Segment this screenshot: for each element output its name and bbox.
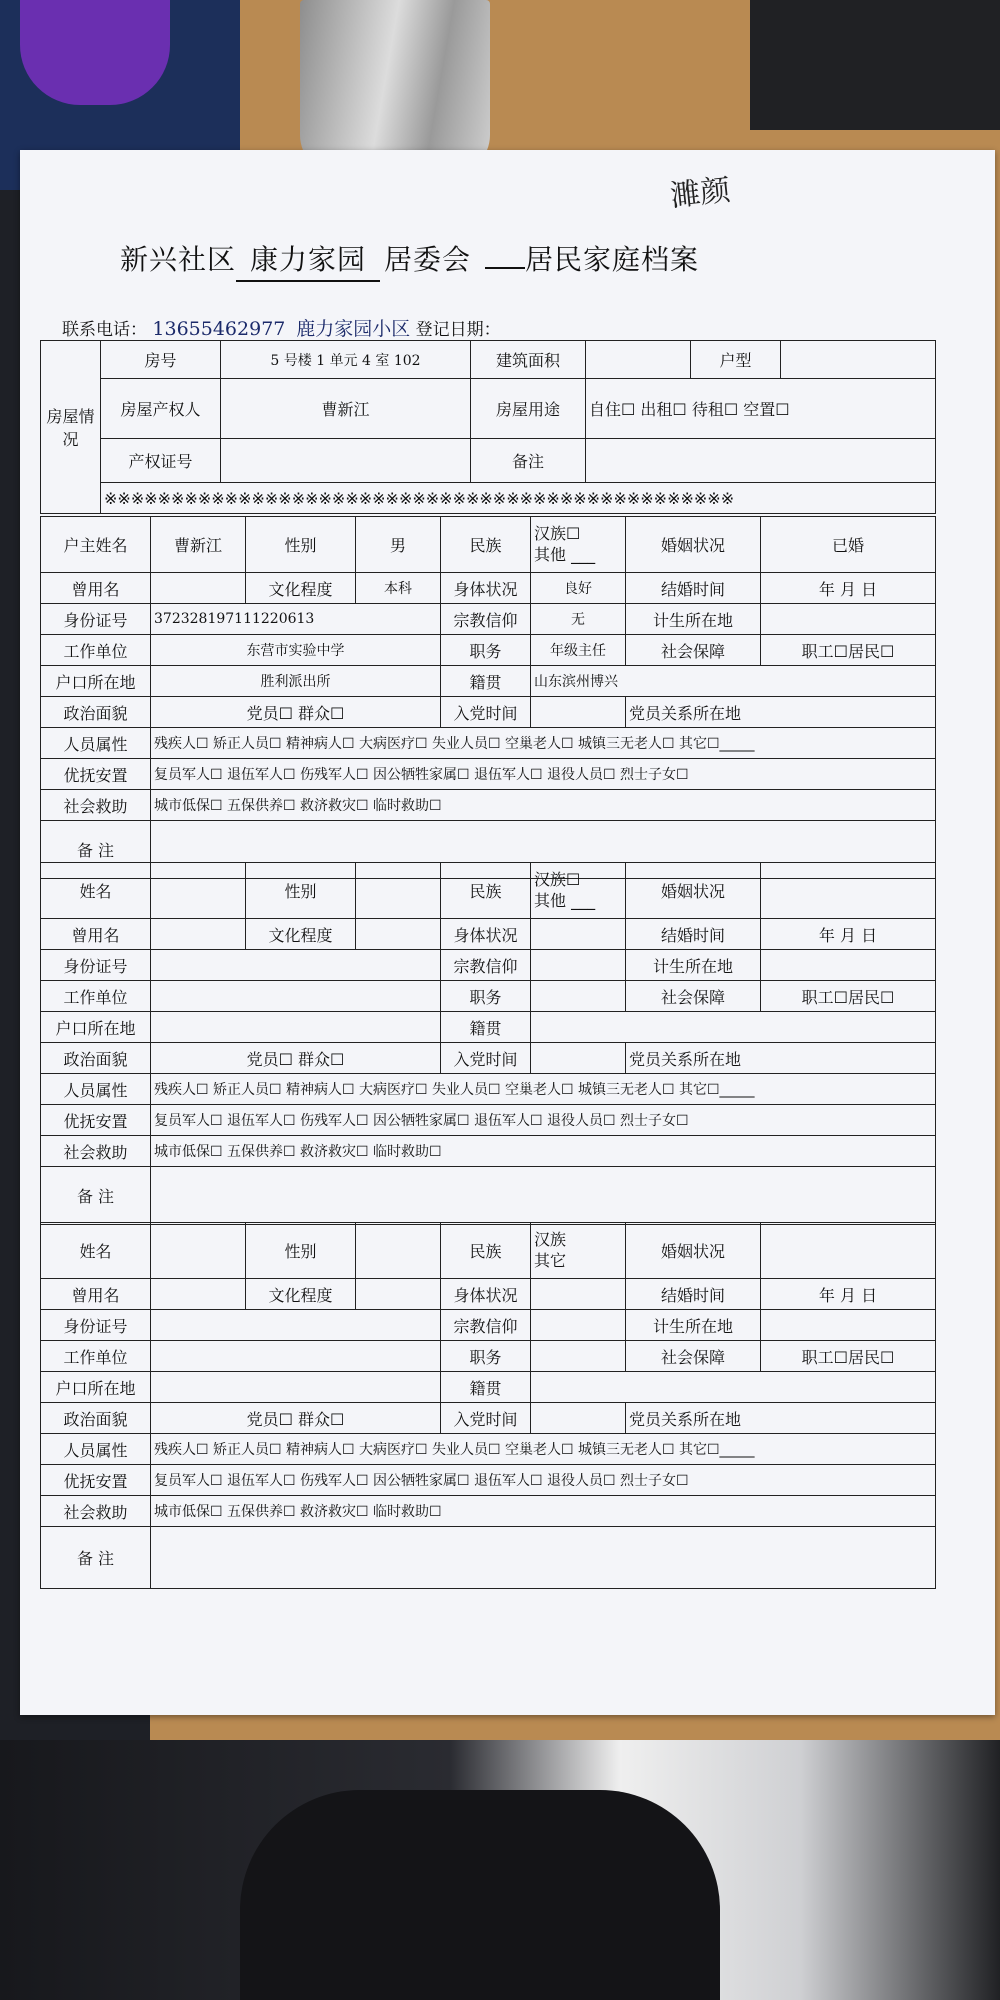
job-label: 职务 [441, 981, 531, 1012]
work-label: 工作单位 [41, 981, 151, 1012]
gender-label: 性别 [246, 863, 356, 919]
married-date-label: 结婚时间 [626, 1279, 761, 1310]
star-divider: ※※※※※※※※※※※※※※※※※※※※※※※※※※※※※※※※※※※※※※※※※※※※※※※ [101, 483, 936, 514]
aid-label: 社会救助 [41, 1136, 151, 1167]
title-committee: 居委会 [384, 243, 472, 276]
marriage-value [761, 863, 936, 919]
hukou-value: 胜利派出所 [151, 666, 441, 697]
person-section-3 [40, 1222, 935, 1589]
name-value [151, 863, 246, 919]
plan-value [761, 950, 936, 981]
politics-label: 政治面貌 [41, 1403, 151, 1434]
attr-label: 人员属性 [41, 1074, 151, 1105]
remark-label: 备 注 [41, 1167, 151, 1225]
work-value [151, 981, 441, 1012]
usage-options: 自住☐ 出租☐ 待租☐ 空置☐ [586, 379, 936, 439]
purple-strap [20, 0, 170, 105]
native-label: 籍贯 [441, 666, 531, 697]
security-options: 职工☐居民☐ [761, 635, 936, 666]
plan-value [761, 1310, 936, 1341]
gender-value [356, 1223, 441, 1279]
marriage-value: 已婚 [761, 517, 936, 573]
work-value: 东营市实验中学 [151, 635, 441, 666]
party-loc-label: 党员关系所在地 [626, 1403, 936, 1434]
room-no-value: 5 号楼 1 单元 4 室 102 [221, 341, 471, 379]
politics-label: 政治面貌 [41, 697, 151, 728]
hukou-value [151, 1372, 441, 1403]
head-name-value: 曹新江 [151, 517, 246, 573]
health-value [531, 919, 626, 950]
gender-label: 性别 [246, 517, 356, 573]
religion-label: 宗教信仰 [441, 604, 531, 635]
marriage-label: 婚姻状况 [626, 517, 761, 573]
background-object [750, 0, 1000, 130]
native-label: 籍贯 [441, 1372, 531, 1403]
house-note-value [586, 439, 936, 483]
aid-options: 城市低保☐ 五保供养☐ 救济救灾☐ 临时救助☐ [151, 790, 936, 821]
house-section [40, 340, 935, 514]
id-label: 身份证号 [41, 604, 151, 635]
party-loc-label: 党员关系所在地 [626, 1043, 936, 1074]
edu-label: 文化程度 [246, 919, 356, 950]
politics-options: 党员☐ 群众☐ [151, 1403, 441, 1434]
edu-value [356, 919, 441, 950]
care-label: 优抚安置 [41, 1105, 151, 1136]
ethnic-options [531, 517, 626, 573]
aid-label: 社会救助 [41, 790, 151, 821]
edu-label: 文化程度 [246, 573, 356, 604]
politics-options: 党员☐ 群众☐ [151, 697, 441, 728]
married-date-label: 结婚时间 [626, 573, 761, 604]
han-option: 汉族☐ [534, 869, 581, 889]
work-value [151, 1341, 441, 1372]
job-label: 职务 [441, 635, 531, 666]
other-option: 其它 [534, 1250, 567, 1270]
shoe-shadow [240, 1790, 720, 2000]
security-options: 职工☐居民☐ [761, 1341, 936, 1372]
married-date-value: 年 月 日 [761, 919, 936, 950]
title-doc: 居民家庭档案 [525, 243, 700, 276]
security-options: 职工☐居民☐ [761, 981, 936, 1012]
id-label: 身份证号 [41, 950, 151, 981]
care-options: 复员军人☐ 退伍军人☐ 伤残军人☐ 因公牺牲家属☐ 退伍军人☐ 退役人员☐ 烈士子女☐ [151, 1465, 936, 1496]
health-label: 身体状况 [441, 1279, 531, 1310]
marriage-label: 婚姻状况 [626, 863, 761, 919]
plan-label: 计生所在地 [626, 1310, 761, 1341]
cert-value [221, 439, 471, 483]
job-value [531, 1341, 626, 1372]
id-value: 372328197111220613 [151, 604, 441, 635]
health-value: 良好 [531, 573, 626, 604]
care-label: 优抚安置 [41, 759, 151, 790]
title-community: 新兴社区 [120, 243, 237, 276]
religion-value [531, 1310, 626, 1341]
attr-label: 人员属性 [41, 728, 151, 759]
religion-label: 宗教信仰 [441, 950, 531, 981]
area-label: 建筑面积 [471, 341, 586, 379]
contact-handwriting: 鹿力家园小区 [296, 318, 411, 340]
plan-label: 计生所在地 [626, 604, 761, 635]
name-label: 姓名 [41, 1223, 151, 1279]
religion-label: 宗教信仰 [441, 1310, 531, 1341]
gender-label: 性别 [246, 1223, 356, 1279]
aid-label: 社会救助 [41, 1496, 151, 1527]
room-no-label: 房号 [101, 341, 221, 379]
other-option: 其他 ___ [534, 544, 596, 564]
join-value [531, 1043, 626, 1074]
form-title [120, 238, 840, 282]
remark-label: 备 注 [41, 1527, 151, 1589]
area-value [586, 341, 691, 379]
former-name-label: 曾用名 [41, 1279, 151, 1310]
hukou-value [151, 1012, 441, 1043]
health-value [531, 1279, 626, 1310]
aid-options: 城市低保☐ 五保供养☐ 救济救灾☐ 临时救助☐ [151, 1496, 936, 1527]
id-value [151, 1310, 441, 1341]
care-label: 优抚安置 [41, 1465, 151, 1496]
join-value [531, 697, 626, 728]
other-option: 其他 ___ [534, 890, 596, 910]
politics-label: 政治面貌 [41, 1043, 151, 1074]
house-section-label: 房屋情况 [41, 341, 101, 514]
contact-row [62, 314, 932, 341]
gender-value: 男 [356, 517, 441, 573]
aid-options: 城市低保☐ 五保供养☐ 救济救灾☐ 临时救助☐ [151, 1136, 936, 1167]
contact-label: 联系电话： [62, 320, 147, 340]
attr-options: 残疾人☐ 矫正人员☐ 精神病人☐ 大病医疗☐ 失业人员☐ 空巢老人☐ 城镇三无老人☐ 其它☐_____ [151, 728, 936, 759]
head-name-label: 户主姓名 [41, 517, 151, 573]
former-name-label: 曾用名 [41, 919, 151, 950]
ethnic-label: 民族 [441, 517, 531, 573]
health-label: 身体状况 [441, 573, 531, 604]
party-loc-label: 党员关系所在地 [626, 697, 936, 728]
join-label: 入党时间 [441, 1403, 531, 1434]
marriage-label: 婚姻状况 [626, 1223, 761, 1279]
edu-label: 文化程度 [246, 1279, 356, 1310]
id-value [151, 950, 441, 981]
job-value: 年级主任 [531, 635, 626, 666]
religion-value [531, 950, 626, 981]
religion-value: 无 [531, 604, 626, 635]
person-section-2 [40, 862, 935, 1225]
hukou-label: 户口所在地 [41, 1372, 151, 1403]
native-label: 籍贯 [441, 1012, 531, 1043]
married-date-label: 结婚时间 [626, 919, 761, 950]
married-date-value: 年 月 日 [761, 573, 936, 604]
keys-photo [300, 0, 490, 175]
job-label: 职务 [441, 1341, 531, 1372]
former-name-value [151, 1279, 246, 1310]
handwritten-mark: 濉颜 [668, 172, 733, 215]
han-option: 汉族 [534, 1229, 567, 1249]
attr-options: 残疾人☐ 矫正人员☐ 精神病人☐ 大病医疗☐ 失业人员☐ 空巢老人☐ 城镇三无老人☐ 其它☐_____ [151, 1434, 936, 1465]
plan-label: 计生所在地 [626, 950, 761, 981]
cert-label: 产权证号 [101, 439, 221, 483]
former-name-value [151, 919, 246, 950]
name-value [151, 1223, 246, 1279]
care-options: 复员军人☐ 退伍军人☐ 伤残军人☐ 因公牺牲家属☐ 退伍军人☐ 退役人员☐ 烈士子女☐ [151, 759, 936, 790]
job-value [531, 981, 626, 1012]
house-type-label: 户型 [691, 341, 781, 379]
ethnic-options [531, 863, 626, 919]
edu-value [356, 1279, 441, 1310]
house-type-value [781, 341, 936, 379]
married-date-value: 年 月 日 [761, 1279, 936, 1310]
former-name-value [151, 573, 246, 604]
remark-value [151, 1167, 936, 1225]
attr-label: 人员属性 [41, 1434, 151, 1465]
contact-phone: 13655462977 [152, 318, 286, 340]
owner-value: 曹新江 [221, 379, 471, 439]
person-section-1 [40, 516, 935, 879]
native-value [531, 1372, 936, 1403]
politics-options: 党员☐ 群众☐ [151, 1043, 441, 1074]
marriage-value [761, 1223, 936, 1279]
native-value [531, 1012, 936, 1043]
attr-options: 残疾人☐ 矫正人员☐ 精神病人☐ 大病医疗☐ 失业人员☐ 空巢老人☐ 城镇三无老人☐ 其它☐_____ [151, 1074, 936, 1105]
title-estate: 康力家园 [250, 243, 367, 276]
join-label: 入党时间 [441, 1043, 531, 1074]
plan-value [761, 604, 936, 635]
hukou-label: 户口所在地 [41, 666, 151, 697]
edu-value: 本科 [356, 573, 441, 604]
health-label: 身体状况 [441, 919, 531, 950]
owner-label: 房屋产权人 [101, 379, 221, 439]
usage-label: 房屋用途 [471, 379, 586, 439]
security-label: 社会保障 [626, 635, 761, 666]
id-label: 身份证号 [41, 1310, 151, 1341]
security-label: 社会保障 [626, 981, 761, 1012]
hukou-label: 户口所在地 [41, 1012, 151, 1043]
remark-value [151, 1527, 936, 1589]
former-name-label: 曾用名 [41, 573, 151, 604]
remark-label: 备 注 [41, 821, 151, 879]
join-value [531, 1403, 626, 1434]
gender-value [356, 863, 441, 919]
name-label: 姓名 [41, 863, 151, 919]
ethnic-label: 民族 [441, 1223, 531, 1279]
han-option: 汉族☐ [534, 523, 581, 543]
house-note-label: 备注 [471, 439, 586, 483]
native-value: 山东滨州博兴 [531, 666, 936, 697]
work-label: 工作单位 [41, 635, 151, 666]
work-label: 工作单位 [41, 1341, 151, 1372]
join-label: 入党时间 [441, 697, 531, 728]
ethnic-label: 民族 [441, 863, 531, 919]
register-date-label: 登记日期： [415, 320, 501, 340]
security-label: 社会保障 [626, 1341, 761, 1372]
care-options: 复员军人☐ 退伍军人☐ 伤残军人☐ 因公牺牲家属☐ 退伍军人☐ 退役人员☐ 烈士子女☐ [151, 1105, 936, 1136]
ethnic-options [531, 1223, 626, 1279]
